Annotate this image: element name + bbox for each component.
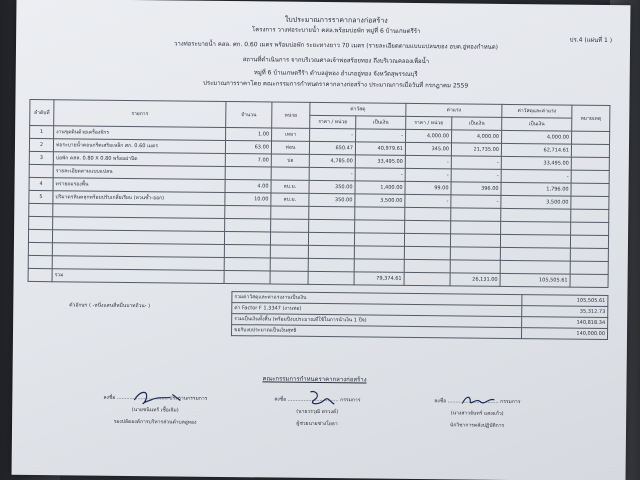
cell-lab-amt — [451, 221, 501, 235]
signatory-position: ผู้ช่วยนายช่างโยธา — [296, 420, 338, 428]
cell-note — [571, 222, 609, 235]
cell-unit — [270, 245, 308, 258]
cell-qty — [224, 231, 270, 244]
cell-lab-amt: - — [451, 156, 501, 170]
cell-unit: บ่อ — [271, 154, 309, 167]
cell-lab-up: 99.00 — [405, 181, 451, 194]
cell-note — [571, 157, 609, 170]
cell-mat-amt — [354, 233, 404, 247]
grand-total-amount: 105,505.61 — [500, 273, 570, 287]
cell-note — [571, 183, 609, 196]
header-unit: หน่วย — [272, 102, 310, 128]
cell-mat-amt: 3,500.00 — [355, 194, 405, 208]
signature-role: กรรมการ — [500, 398, 521, 406]
cell-no — [29, 164, 53, 177]
cell-lab-amt: 396.00 — [451, 182, 501, 196]
cell-item: บ่อพัก คสล. 0.80 X 0.80 พร้อมฝาปิด — [53, 152, 225, 167]
cell-note — [571, 170, 609, 183]
cell-mat-up: 350.00 — [309, 193, 355, 206]
cell-lab-up: - — [405, 155, 451, 168]
cell-lab-amt — [450, 260, 500, 274]
header-material-amount: เป็นเงิน — [356, 116, 406, 130]
handwritten-signature-icon — [130, 388, 190, 407]
cell-total — [500, 260, 570, 274]
total-label: รวม — [52, 269, 224, 284]
cell-no — [29, 203, 53, 216]
cell-qty: 63.00 — [225, 140, 271, 153]
cell-total — [501, 221, 571, 235]
cell-note — [571, 209, 609, 222]
cell-total: 33,495.00 — [501, 156, 571, 170]
amount-in-words: ตัวอักษร ( -หนึ่งแสนสี่หมื่นบาทถ้วน- ) — [69, 302, 151, 310]
estimator-line: ประมาณการราคาโดย คณะกรรมการกำหนดราคากลางก่อสร้าง ประมาณการเมื่อวันที่ กรกฎาคม 2559 — [203, 79, 469, 90]
signatory-name: (นายวรวุฒิ ตรวงค์) — [296, 408, 339, 416]
cell-unit — [271, 167, 309, 180]
handwritten-signature-icon — [302, 388, 342, 408]
header-total-amount: เป็นเงิน — [502, 117, 572, 131]
header-labor-unit-price: ราคา / หน่วย — [406, 116, 452, 129]
signatory-name: (นางสาวจันทร์ แสงแก้ว) — [450, 410, 504, 417]
cell-lab-up: 345.00 — [405, 142, 451, 155]
header-labor: ค่าแรง — [406, 103, 502, 117]
cell-mat-amt: 33,495.00 — [355, 155, 405, 169]
header-qty: จำนวน — [226, 101, 272, 127]
cell-lab-up — [404, 259, 450, 272]
cell-mat-amt — [354, 246, 404, 260]
total-unit-cell — [270, 271, 308, 284]
total-qty-cell — [224, 270, 270, 283]
estimate-document — [12, 0, 631, 480]
cell-item: ปริมาตรหินคลุกพร้อมปรับเกลี่ยเรียบ (หวนซ้ำ-ออก) — [53, 191, 225, 206]
total-lab-up-cell — [404, 272, 450, 285]
cell-lab-amt: 4,000.00 — [452, 130, 502, 144]
cell-mat-up: - — [310, 128, 356, 141]
signature-prefix: ลงชื่อ — [434, 398, 447, 405]
cell-item: ทรายถมรองพื้น — [53, 178, 225, 193]
summary-label: ขอรับงบประมาณเป็นเงินสุทธิ — [231, 325, 521, 339]
summary-value: 140,000.00 — [521, 328, 607, 340]
cell-no: 3 — [29, 151, 53, 164]
cell-total: 62,714.61 — [501, 143, 571, 157]
cell-unit — [271, 219, 309, 232]
signature-block-chair: ลงชื่อ ................................ ประธานกรรมการ (นายชนินทร์ เชื้อเจิม) รองปลัดองค์การบริหารส่วนตำบลอู่ทอง — [90, 392, 220, 429]
cell-unit — [271, 206, 309, 219]
total-mat-up-cell — [308, 271, 354, 284]
cell-unit — [270, 232, 308, 245]
cell-lab-amt: - — [451, 169, 501, 183]
signature-block-member-1: ลงชื่อ ................................ กรรมการ (นายวรวุฒิ ตรวงค์) ผู้ช่วยนายช่างโยธา — [252, 393, 382, 430]
handwritten-signature-icon — [458, 393, 498, 407]
cell-no: 2 — [29, 138, 53, 151]
cell-total — [500, 234, 570, 248]
cell-mat-up — [309, 206, 355, 219]
project-scope: วางท่อระบายน้ำ คสล. ศก. 0.60 เมตร พร้อมบ่อพัก ระยะทางยาว 70 เมตร (รายละเอียดตามแบบแปลนของ อบต.อู่ทองกำหนด) — [174, 40, 499, 51]
cell-lab-amt: - — [451, 195, 501, 209]
cell-qty: 1.00 — [226, 127, 272, 140]
cell-lab-up — [405, 220, 451, 233]
signatory-position: รองปลัดองค์การบริหารส่วนตำบลอู่ทอง — [113, 418, 197, 426]
cell-mat-up — [308, 258, 354, 271]
cell-note — [571, 196, 609, 209]
header-no: ลำดับที่ — [30, 99, 54, 125]
cell-unit — [270, 258, 308, 271]
cell-unit: ลบ.ม. — [271, 180, 309, 193]
cell-lab-up: 4,000.00 — [406, 129, 452, 142]
signature-role: กรรมการ — [340, 397, 361, 404]
cell-lab-up — [404, 233, 450, 246]
cell-total: 3,500.00 — [501, 195, 571, 209]
cell-no — [28, 229, 52, 242]
cell-mat-amt: - — [355, 168, 405, 182]
location-line-1: สถานที่ดำเนินการ จากบริเวณศาลเจ้าพ่อสร้อยทอง ถึงบริเวณคลองเพื่อน้ำ — [242, 56, 430, 66]
signature-role: ประธานกรรมการ — [169, 395, 208, 402]
location-line-2: หมู่ที่ 6 บ้านเกษตรีร้า ตำบลอู่ทอง อำเภออู่ทอง จังหวัดสุพรรณบุรี — [253, 69, 418, 79]
cell-mat-amt — [355, 220, 405, 234]
cell-total: 4,000.00 — [502, 130, 572, 144]
cell-lab-amt — [450, 247, 500, 261]
cell-no — [28, 255, 52, 268]
cell-mat-amt: - — [356, 129, 406, 143]
cell-total: - — [501, 169, 571, 183]
cell-qty — [224, 244, 270, 257]
cell-no: 1 — [30, 125, 54, 138]
total-material-amount: 79,374.61 — [354, 272, 404, 286]
cell-lab-up — [405, 207, 451, 220]
header-total: ค่าวัสดุและค่าแรง — [502, 104, 572, 118]
summary-value: 35,312.73 — [522, 306, 608, 318]
cell-no — [29, 216, 53, 229]
total-note-cell — [570, 274, 608, 287]
cell-mat-amt — [354, 259, 404, 273]
cell-mat-up — [308, 245, 354, 258]
cell-qty — [225, 218, 271, 231]
total-labor-amount: 26,131.00 — [450, 273, 500, 287]
cell-qty: 10.00 — [225, 192, 271, 205]
form-number: ปร.4 (แผ่นที่ 1 ) — [569, 36, 613, 45]
header-item: รายการ — [54, 100, 226, 128]
project-name: โครงการ วางท่อระบายน้ำ คสล.พร้อมบ่อพัก หมู่ที่ 6 บ้านเกษตรีร้า — [252, 26, 421, 36]
cell-note — [572, 131, 610, 144]
committee-title: คณะกรรมการกำหนดราคากลางก่อสร้าง — [262, 375, 367, 384]
cell-lab-up: - — [405, 194, 451, 207]
header-material-unit-price: ราคา / หน่วย — [310, 115, 356, 128]
cell-unit: เหมา — [272, 128, 310, 141]
total-no-cell — [28, 268, 52, 281]
document-title: ใบประมาณการราคากลางก่อสร้าง — [284, 15, 388, 25]
cell-qty — [224, 257, 270, 270]
cell-lab-amt — [450, 234, 500, 248]
cell-mat-up: 650.47 — [309, 141, 355, 154]
cell-mat-up: 350.00 — [309, 180, 355, 193]
cell-no — [28, 242, 52, 255]
cell-unit: ท่อน — [271, 141, 309, 154]
cell-lab-amt — [451, 208, 501, 222]
signature-prefix: ลงชื่อ — [103, 394, 116, 401]
cell-unit: ลบ.ม. — [271, 193, 309, 206]
cell-mat-up — [309, 219, 355, 232]
cell-lab-amt: 21,735.00 — [451, 143, 501, 157]
cell-qty: 4.00 — [225, 179, 271, 192]
cell-mat-up: 4,785.00 — [309, 154, 355, 167]
signature-block-member-2: ลงชื่อ ................................ กรรมการ (นางสาวจันทร์ แสงแก้ว) นักวิชาการคลังปฏิบัติการ — [412, 395, 542, 432]
summary-value: 105,505.61 — [522, 295, 608, 307]
bill-of-quantities-table — [28, 99, 611, 288]
summary-label: ค่า Factor F 1.3347 (งานท่อ) — [232, 303, 522, 317]
header-note: หมายเหตุ — [572, 105, 610, 131]
cell-lab-up — [404, 246, 450, 259]
cell-mat-up: - — [309, 167, 355, 180]
cell-note — [570, 248, 608, 261]
summary-label: รวมค่าวัสดุและค่าแรงงานเป็นเงิน — [232, 292, 522, 306]
cell-item: ท่อระบายน้ำคอนกรีตเสริมเหล็ก ศก. 0.60 เมตร — [53, 139, 225, 154]
cell-mat-amt: 1,400.00 — [355, 181, 405, 195]
signatory-position: นักวิชาการคลังปฏิบัติการ — [449, 422, 505, 429]
cell-note — [570, 261, 608, 274]
summary-value: 140,818.34 — [522, 317, 608, 329]
cell-no: 5 — [29, 190, 53, 203]
signature-prefix: ลงชื่อ — [274, 396, 287, 403]
summary-table — [231, 291, 608, 340]
cell-qty — [225, 205, 271, 218]
summary-label: รวมเป็นเงินทั้งสิ้น (พร้อมปีงบประมาณที่ใช้ในการนำเงิน 1 ปีจ) — [232, 314, 522, 328]
cell-qty — [225, 166, 271, 179]
cell-total — [501, 208, 571, 222]
cell-total: 1,796.00 — [501, 182, 571, 196]
cell-mat-amt — [355, 207, 405, 221]
cell-mat-up — [308, 232, 354, 245]
cell-qty: 7.00 — [225, 153, 271, 166]
header-labor-amount: เป็นเงิน — [452, 117, 502, 131]
cell-mat-amt: 40,979.61 — [355, 142, 405, 156]
header-material: ค่าวัสดุ — [310, 102, 406, 116]
cell-lab-up: - — [405, 168, 451, 181]
cell-no: 4 — [29, 177, 53, 190]
cell-item: รายละเอียดตามแบบแปลน — [53, 165, 225, 180]
signatory-name: (นายชนินทร์ เชื้อเจิม) — [131, 407, 179, 414]
cell-item: งานขุดดินด้วยเครื่องจักร — [54, 126, 226, 141]
cell-total — [500, 247, 570, 261]
cell-note — [570, 235, 608, 248]
cell-note — [571, 144, 609, 157]
